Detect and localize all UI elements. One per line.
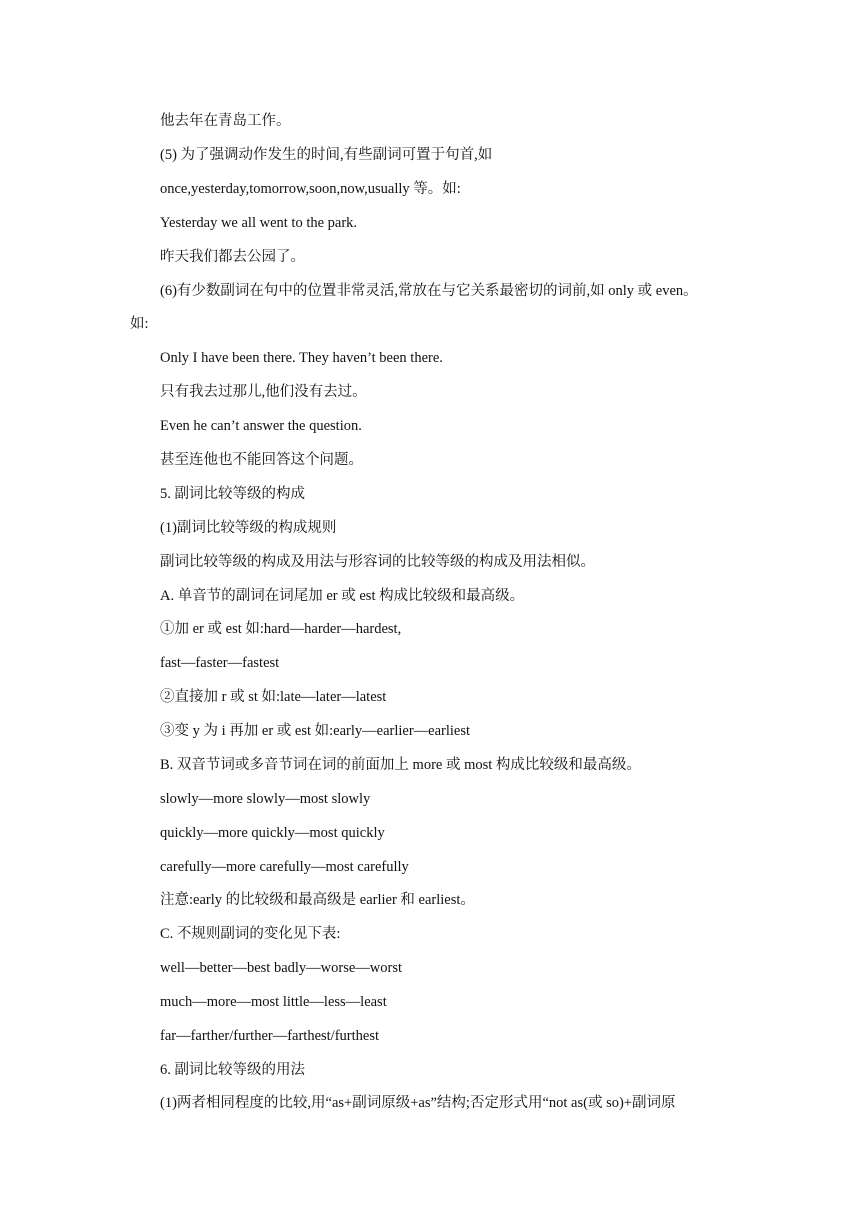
text-line: ③变 y 为 i 再加 er 或 est 如:early—earlier—earliest	[160, 723, 471, 739]
text-line: 如:	[130, 316, 149, 332]
text-line: quickly—more quickly—most quickly	[160, 825, 385, 841]
text-line: slowly—more slowly—most slowly	[160, 791, 371, 807]
text-line: (1)副词比较等级的构成规则	[160, 520, 337, 536]
text-line: much—more—most little—less—least	[160, 994, 387, 1010]
text-line: C. 不规则副词的变化见下表:	[160, 926, 341, 942]
section-heading: 6. 副词比较等级的用法	[160, 1062, 305, 1078]
text-line: 昨天我们都去公园了。	[160, 249, 305, 265]
text-line: ②直接加 r 或 st 如:late—later—latest	[160, 689, 387, 705]
text-line: ①加 er 或 est 如:hard—harder—hardest,	[160, 621, 402, 637]
text-line: 注意:early 的比较级和最高级是 earlier 和 earliest。	[160, 892, 475, 908]
text-line: fast—faster—fastest	[160, 655, 280, 671]
text-line: 他去年在青岛工作。	[160, 113, 291, 129]
text-line: Only I have been there. They haven’t been there.	[160, 350, 443, 366]
text-line: 只有我去过那儿,他们没有去过。	[160, 384, 367, 400]
text-line: 副词比较等级的构成及用法与形容词的比较等级的构成及用法相似。	[160, 554, 595, 570]
text-line: carefully—more carefully—most carefully	[160, 859, 409, 875]
section-heading: 5. 副词比较等级的构成	[160, 486, 305, 502]
text-line: B. 双音节词或多音节词在词的前面加上 more 或 most 构成比较级和最高级。	[160, 757, 641, 773]
text-line: well—better—best badly—worse—worst	[160, 960, 403, 976]
text-line: (6)有少数副词在句中的位置非常灵活,常放在与它关系最密切的词前,如 only 或 even。	[160, 283, 698, 299]
text-line: far—farther/further—farthest/furthest	[160, 1028, 380, 1044]
text-line: Even he can’t answer the question.	[160, 418, 362, 434]
text-line: once,yesterday,tomorrow,soon,now,usually 等。如:	[160, 181, 461, 197]
text-line: (1)两者相同程度的比较,用“as+副词原级+as”结构;否定形式用“not as(或 so)+副词原	[160, 1095, 676, 1111]
text-line: A. 单音节的副词在词尾加 er 或 est 构成比较级和最高级。	[160, 588, 525, 604]
text-line: Yesterday we all went to the park.	[160, 215, 358, 231]
text-line: 甚至连他也不能回答这个问题。	[160, 452, 363, 468]
text-line: (5) 为了强调动作发生的时间,有些副词可置于句首,如	[160, 147, 493, 163]
